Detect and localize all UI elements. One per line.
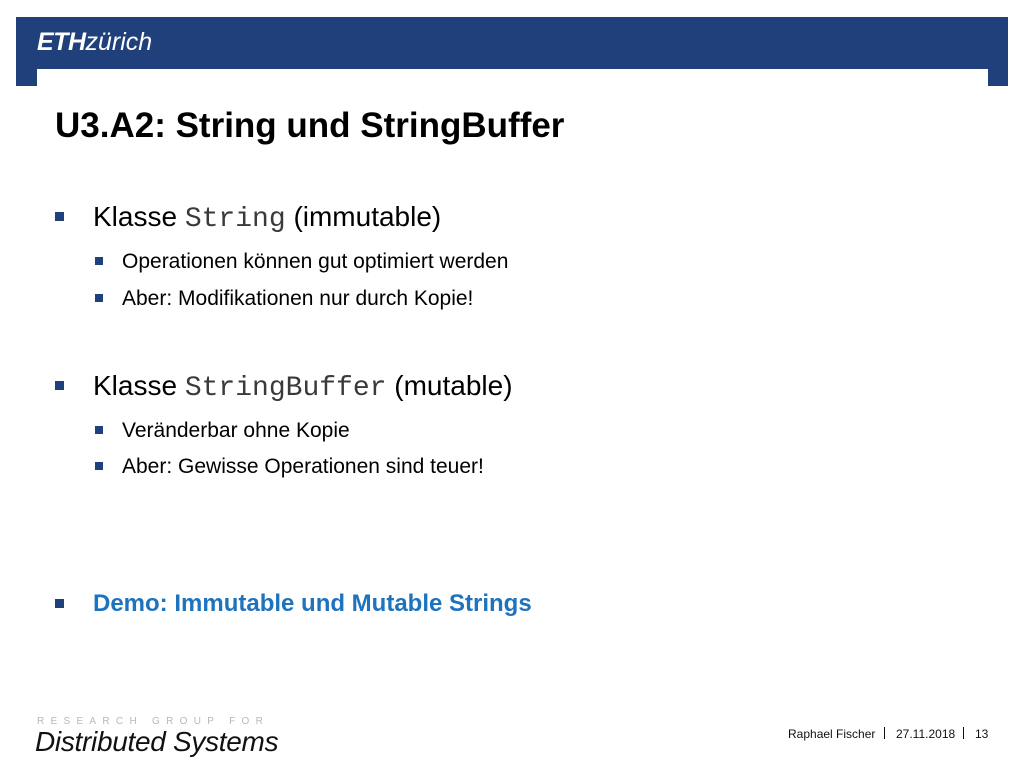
- bullet-square-icon: [55, 381, 64, 390]
- bullet-suffix: (mutable): [394, 370, 513, 401]
- header-tab-left: [16, 69, 37, 86]
- logo-zurich-text: zürich: [85, 28, 153, 56]
- eth-zurich-logo: [37, 26, 152, 58]
- bullet-stringbuffer-class: [93, 368, 513, 407]
- footer-author: Raphael Fischer: [788, 727, 876, 741]
- slide-title: U3.A2: String und StringBuffer: [55, 106, 565, 145]
- bullet-suffix: (immutable): [293, 201, 442, 232]
- research-group-label: RESEARCH GROUP FOR: [37, 716, 270, 727]
- footer-separator: [963, 727, 964, 739]
- footer-page-number: 13: [975, 727, 989, 741]
- subbullet-text: Operationen können gut optimiert werden: [122, 250, 509, 273]
- subbullet-text: Aber: Modifikationen nur durch Kopie!: [122, 287, 474, 310]
- bullet-prefix: Klasse: [93, 201, 178, 232]
- header-bar: [16, 17, 1008, 69]
- bullet-square-icon: [95, 426, 103, 434]
- bullet-square-icon: [95, 462, 103, 470]
- footer-date: 27.11.2018: [896, 727, 956, 741]
- footer-separator: [884, 727, 885, 739]
- bullet-square-icon: [55, 599, 64, 608]
- subbullet-text: Veränderbar ohne Kopie: [122, 419, 350, 442]
- header-tab-right: [988, 69, 1008, 86]
- subbullet-item: [122, 248, 508, 276]
- bullet-demo: [93, 588, 532, 620]
- subbullet-item: [122, 417, 350, 445]
- code-stringbuffer: StringBuffer: [184, 373, 387, 404]
- demo-link[interactable]: Demo: Immutable und Mutable Strings: [93, 590, 532, 617]
- bullet-square-icon: [95, 294, 103, 302]
- bullet-prefix: Klasse: [93, 370, 178, 401]
- subbullet-item: [122, 285, 473, 313]
- bullet-square-icon: [55, 212, 64, 221]
- group-name-logo: Distributed Systems: [35, 726, 279, 757]
- subbullet-text: Aber: Gewisse Operationen sind teuer!: [122, 455, 484, 478]
- code-string: String: [184, 204, 286, 235]
- subbullet-item: [122, 453, 484, 481]
- logo-eth-text: ETH: [37, 28, 86, 56]
- bullet-square-icon: [95, 257, 103, 265]
- bullet-string-class: [93, 199, 441, 238]
